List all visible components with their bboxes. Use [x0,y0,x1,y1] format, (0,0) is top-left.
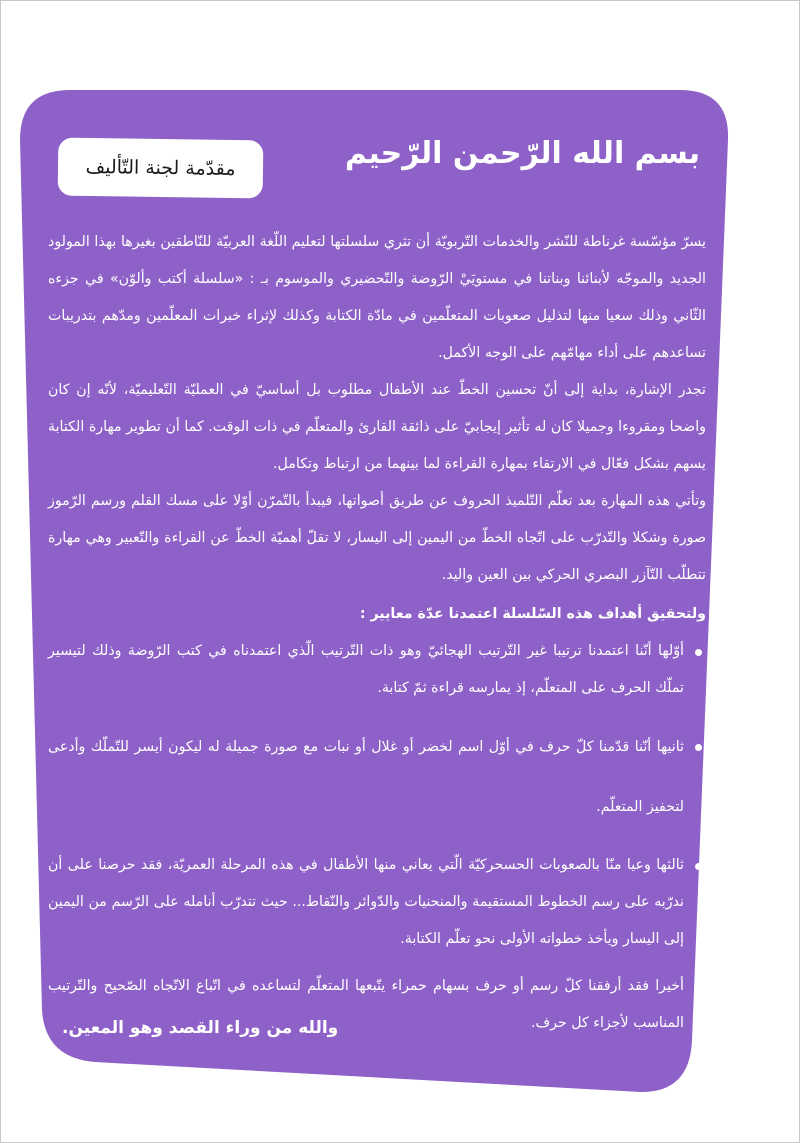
section-label: مقدّمة لجنة التّأليف [85,155,236,181]
section-label-box [58,138,264,199]
intro-content [48,224,706,1042]
criteria-item: ثانيها أنّنا قدّمنا كلّ حرف في أوّل اسم لخضر أو غلال أو نبات مع صورة جميلة له ليكون أيسر للتّملّك وأدعى لتحفيز المتعلّم. [48,717,684,837]
basmala-title: بسم الله الرّحمن الرّحيم [344,136,700,171]
criteria-heading: ولتحقيق أهداف هذه السّلسلة اعتمدنا عدّة معايير : [359,606,706,622]
closing-line: والله من وراء القصد وهو المعين. [62,1018,339,1038]
paragraph: يسرّ مؤسّسة غرناطة للنّشر والخدمات التّربويّة أن تثري سلسلتها لتعليم اللّغة العربيّة للنّاطقين بغيرها بهذا المولود الجديد والموجّه لأبنائنا وبناتنا في مستويَيْ الرّوضة والتّحضيري والموسوم بـ : «سلسلة أكتب وألوّن» في جزءه الثّاني وذلك سعيا منها لتذليل صعوبات المتعلّمين في مادّة الكتابة وكذلك لإثراء خبرات المعلّمين ومدّهم بتدريبات تساعدهم على أداء مهامّهم على الوجه الأكمل. [48,234,706,361]
paragraph: تجدر الإشارة، بداية إلى أنّ تحسين الخطّ عند الأطفال مطلوب بل أساسيّ في العمليّة التّعليميّة، لأنّه إن كان واضحا ومقروءا وجميلا كان له تأثير إيجابيّ على ذائقة القارئ والمتعلّم في ذات الوقت. كما أن تطوير مهارة الكتابة يسهم بشكل فعّال في الارتقاء بمهارة القراءة لما بينهما من ارتباط وتكامل. [48,382,706,472]
criteria-item: ثالثها وعيا منّا بالصعوبات الحسحركيّة الّتي يعاني منها الأطفال في هذه المرحلة العمريّة، فقد حرصنا على أن ندرّبه على رسم الخطوط المستقيمة والمنحنيات والدّوائر والنّقاط... حيث تتدرّب أنامله على الرّسم من اليمين إلى اليسار ويأخذ خطواته الأولى نحو تعلّم الكتابة. [48,847,684,958]
criteria-list [48,633,706,1042]
criteria-item: أخيرا فقد أرفقنا كلّ رسم أو حرف بسهام حمراء يتّبعها المتعلّم لتساعده في اتّباع الاتّجاه الصّحيح والتّرتيب المناسب لأجزاء كل حرف. [48,968,684,1042]
criteria-item: أوّلها أنّنا اعتمدنا ترتيبا غير التّرتيب الهجائيّ وهو ذات التّرتيب الّذي اعتمدناه في كتب الرّوضة وذلك لتيسير تملّك الحرف على المتعلّم، إذ يمارسه قراءة ثمّ كتابة. [48,633,684,707]
paragraph: وتأتي هذه المهارة بعد تعلّم التّلميذ الحروف عن طريق أصواتها، فيبدأ بالتّمرّن أوّلا على مسك القلم ورسم الرّموز صورة وشكلا والتّدرّب على اتّجاه الخطّ من اليمين إلى اليسار، لا تقلّ أهميّة الخطّ عن القراءة والتّعبير وهي مهارة تتطلّب التّآزر البصري الحركي بين العين واليد. [48,493,706,583]
